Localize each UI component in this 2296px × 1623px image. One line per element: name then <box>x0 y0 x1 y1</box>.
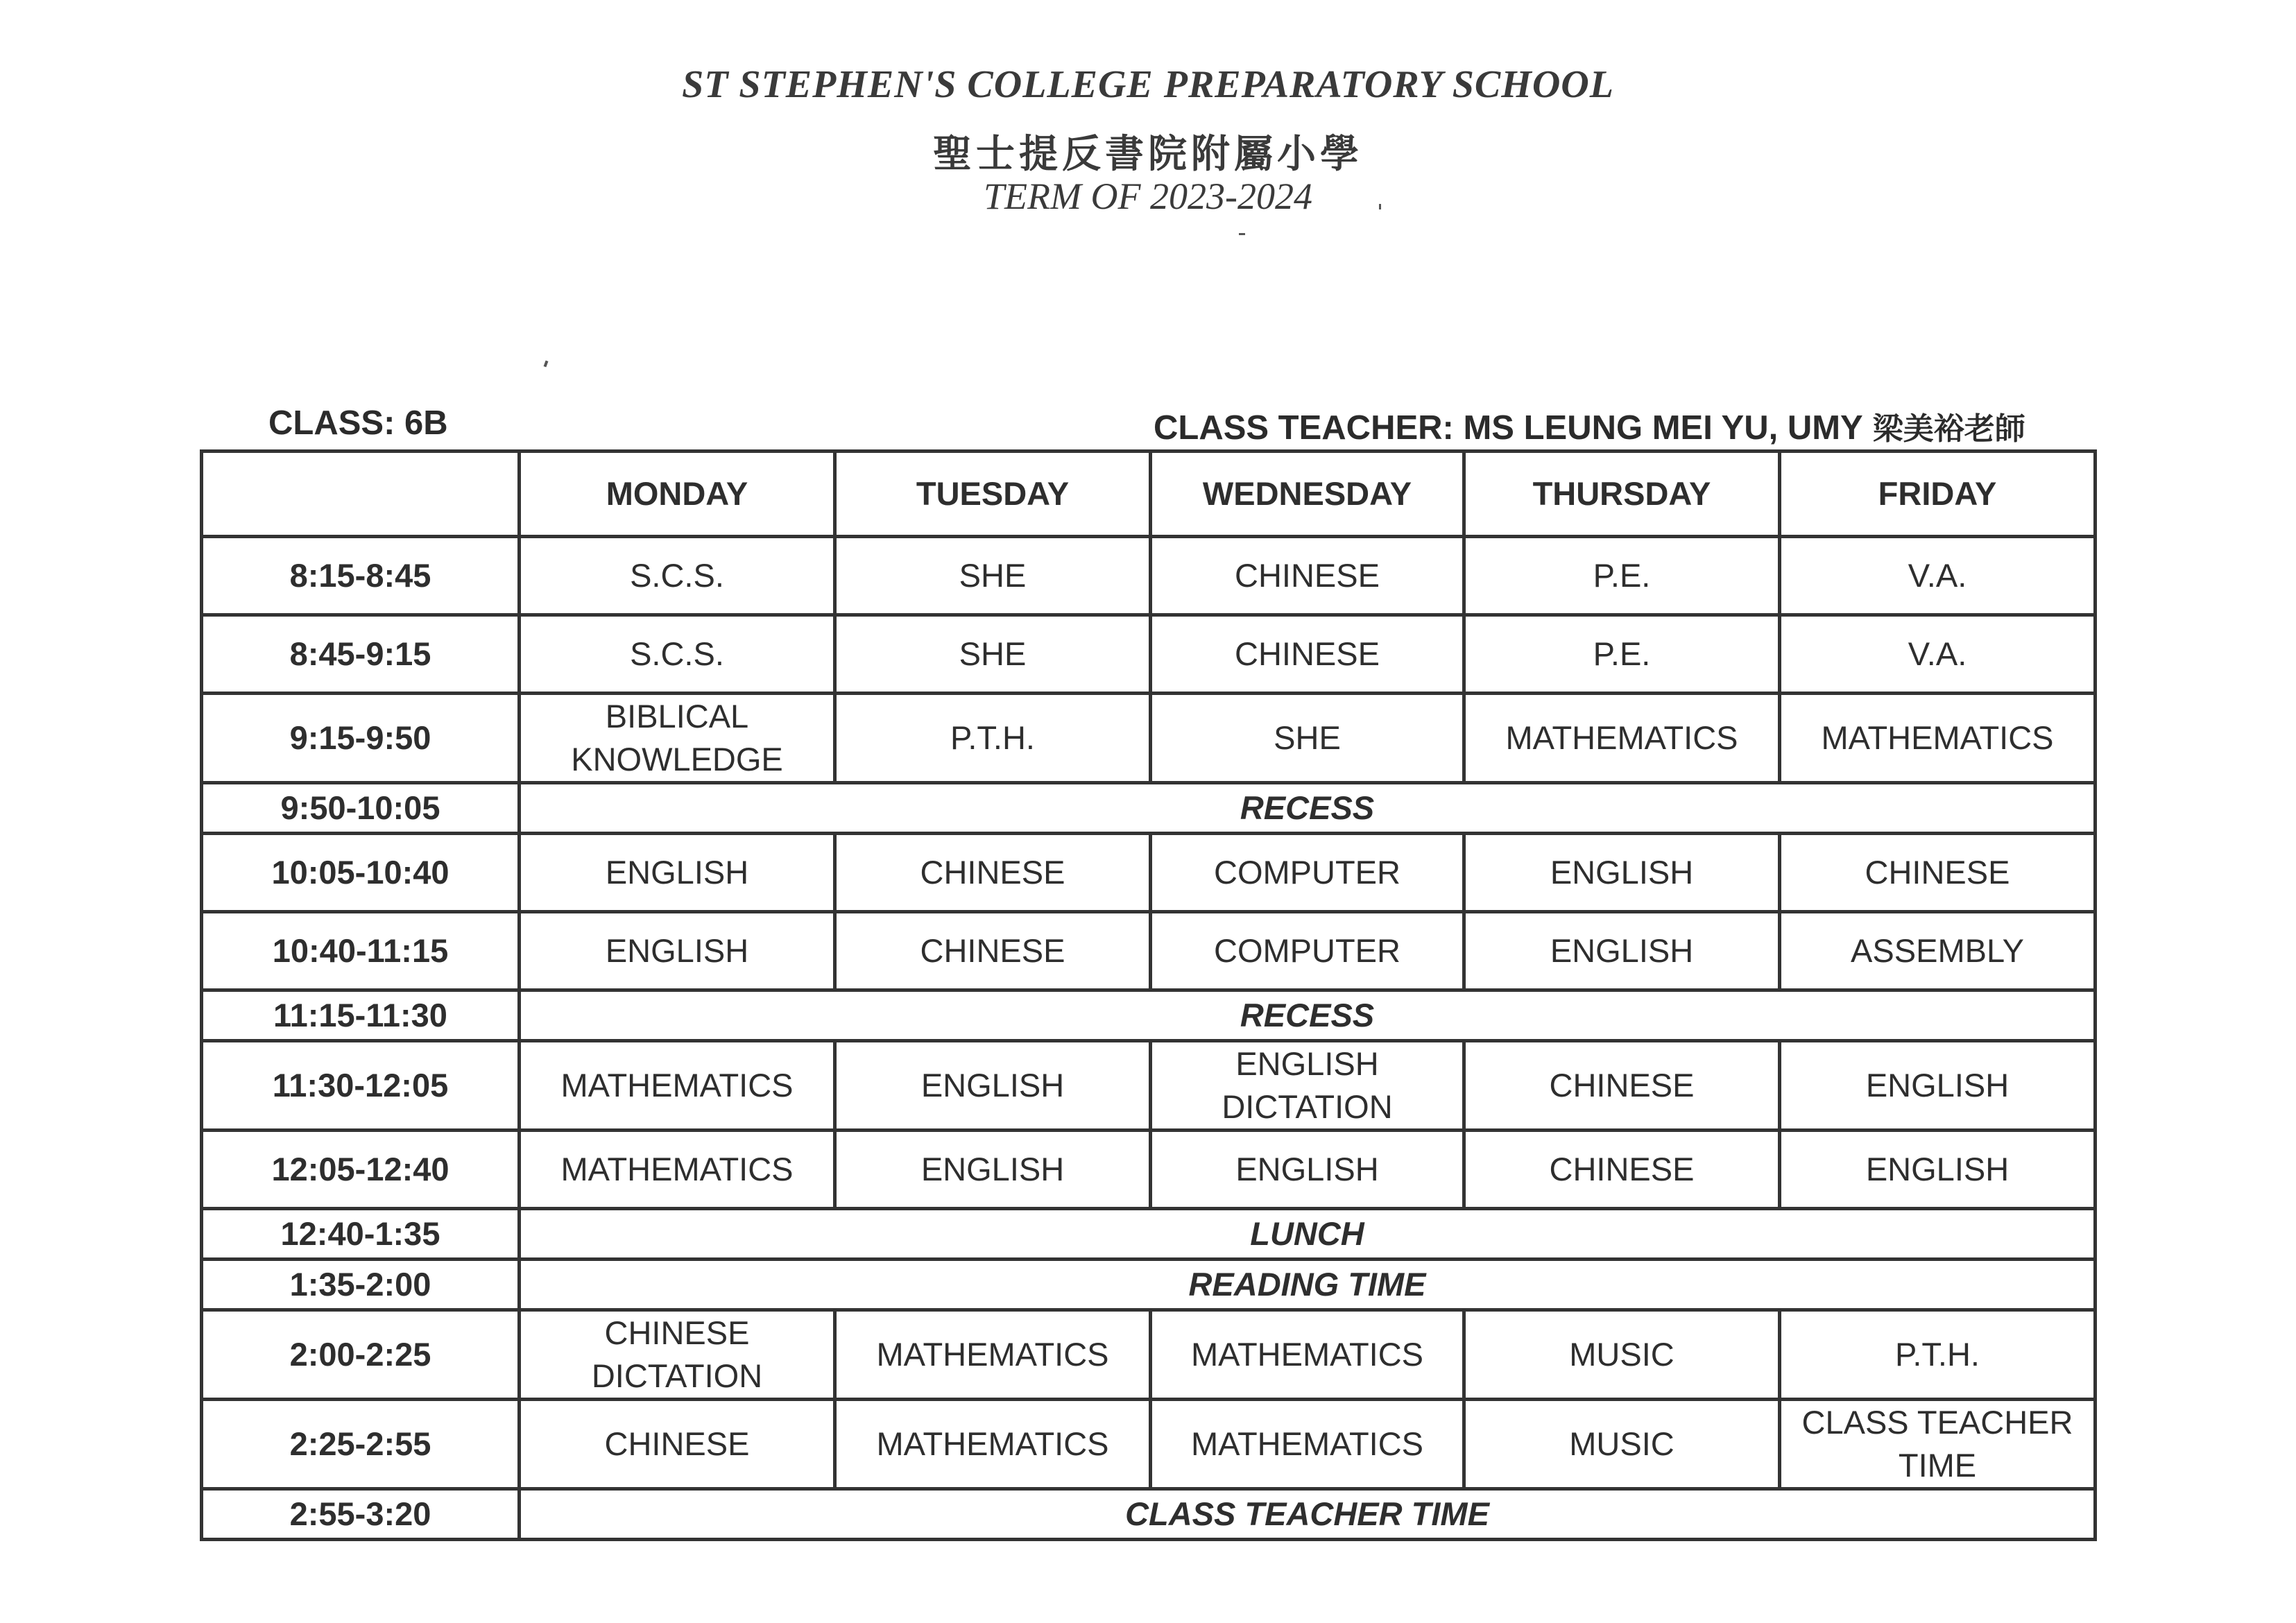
school-name-chinese: 聖士提反書院附屬小學 <box>933 131 1363 177</box>
subject-cell-thursday: CHINESE <box>1464 1041 1780 1131</box>
subject-cell-thursday: MATHEMATICS <box>1464 694 1780 783</box>
subject-cell-friday: CHINESE <box>1780 834 2096 912</box>
subject-cell-tuesday: ENGLISH <box>835 1041 1151 1131</box>
subject-cell-wednesday: COMPUTER <box>1151 834 1464 912</box>
period-time: 9:15-9:50 <box>202 694 520 783</box>
subject-cell-thursday: P.E. <box>1464 615 1780 694</box>
lesson-row <box>202 912 2096 990</box>
timetable <box>200 449 2097 1541</box>
class-label: CLASS: 6B <box>268 404 448 442</box>
period-time: 2:25-2:55 <box>202 1400 520 1489</box>
subject-cell-tuesday: CHINESE <box>835 912 1151 990</box>
subject-cell-tuesday: MATHEMATICS <box>835 1310 1151 1400</box>
term-title: TERM OF 2023-2024 <box>984 175 1312 217</box>
subject-cell-friday: ENGLISH <box>1780 1041 2096 1131</box>
subject-cell-thursday: MUSIC <box>1464 1400 1780 1489</box>
period-time: 8:15-8:45 <box>202 537 520 615</box>
period-time: 10:40-11:15 <box>202 912 520 990</box>
subject-cell-monday: CHINESE DICTATION <box>520 1310 835 1400</box>
period-time: 2:55-3:20 <box>202 1489 520 1540</box>
break-label: CLASS TEACHER TIME <box>520 1489 2096 1540</box>
scan-speck <box>1239 233 1245 235</box>
break-row <box>202 1489 2096 1540</box>
lesson-row <box>202 537 2096 615</box>
subject-cell-tuesday: CHINESE <box>835 834 1151 912</box>
subject-cell-monday: BIBLICAL KNOWLEDGE <box>520 694 835 783</box>
subject-cell-monday: MATHEMATICS <box>520 1131 835 1209</box>
subject-cell-friday: V.A. <box>1780 537 2096 615</box>
break-label: LUNCH <box>520 1209 2096 1260</box>
period-time: 1:35-2:00 <box>202 1260 520 1310</box>
day-header-tuesday: TUESDAY <box>835 452 1151 537</box>
subject-cell-thursday: MUSIC <box>1464 1310 1780 1400</box>
break-label: READING TIME <box>520 1260 2096 1310</box>
day-header-monday: MONDAY <box>520 452 835 537</box>
day-header-friday: FRIDAY <box>1780 452 2096 537</box>
subject-cell-tuesday: SHE <box>835 537 1151 615</box>
class-teacher-name: MS LEUNG MEI YU, UMY <box>1463 409 1863 447</box>
time-column-header <box>202 452 520 537</box>
period-time: 12:05-12:40 <box>202 1131 520 1209</box>
period-time: 2:00-2:25 <box>202 1310 520 1400</box>
period-time: 8:45-9:15 <box>202 615 520 694</box>
subject-cell-monday: MATHEMATICS <box>520 1041 835 1131</box>
subject-cell-friday: P.T.H. <box>1780 1310 2096 1400</box>
day-header-wednesday: WEDNESDAY <box>1151 452 1464 537</box>
subject-cell-monday: ENGLISH <box>520 834 835 912</box>
scan-speck <box>1379 204 1381 209</box>
subject-cell-monday: ENGLISH <box>520 912 835 990</box>
subject-cell-thursday: P.E. <box>1464 537 1780 615</box>
subject-cell-wednesday: SHE <box>1151 694 1464 783</box>
lesson-row <box>202 615 2096 694</box>
subject-cell-monday: S.C.S. <box>520 537 835 615</box>
lesson-row <box>202 694 2096 783</box>
subject-cell-wednesday: MATHEMATICS <box>1151 1310 1464 1400</box>
break-row <box>202 1260 2096 1310</box>
class-teacher-name-chinese: 梁美裕老師 <box>1872 411 2025 447</box>
lesson-row <box>202 834 2096 912</box>
lesson-row <box>202 1041 2096 1131</box>
subject-cell-friday: ASSEMBLY <box>1780 912 2096 990</box>
scan-speck <box>544 361 549 368</box>
class-teacher <box>1154 404 2025 448</box>
subject-cell-wednesday: CHINESE <box>1151 615 1464 694</box>
lesson-row <box>202 1131 2096 1209</box>
subject-cell-wednesday: MATHEMATICS <box>1151 1400 1464 1489</box>
subject-cell-friday: ENGLISH <box>1780 1131 2096 1209</box>
subject-cell-wednesday: CHINESE <box>1151 537 1464 615</box>
subject-cell-thursday: ENGLISH <box>1464 912 1780 990</box>
break-row <box>202 783 2096 834</box>
period-time: 11:15-11:30 <box>202 990 520 1041</box>
day-header-thursday: THURSDAY <box>1464 452 1780 537</box>
break-label: RECESS <box>520 783 2096 834</box>
period-time: 10:05-10:40 <box>202 834 520 912</box>
school-name: ST STEPHEN'S COLLEGE PREPARATORY SCHOOL <box>682 63 1614 106</box>
subject-cell-monday: CHINESE <box>520 1400 835 1489</box>
subject-cell-thursday: ENGLISH <box>1464 834 1780 912</box>
subject-cell-friday: V.A. <box>1780 615 2096 694</box>
timetable-body <box>202 537 2096 1540</box>
subject-cell-friday: MATHEMATICS <box>1780 694 2096 783</box>
subject-cell-tuesday: SHE <box>835 615 1151 694</box>
subject-cell-tuesday: ENGLISH <box>835 1131 1151 1209</box>
subject-cell-monday: S.C.S. <box>520 615 835 694</box>
subject-cell-thursday: CHINESE <box>1464 1131 1780 1209</box>
subject-cell-wednesday: COMPUTER <box>1151 912 1464 990</box>
lesson-row <box>202 1400 2096 1489</box>
class-teacher-label: CLASS TEACHER: <box>1154 409 1454 447</box>
subject-cell-friday: CLASS TEACHER TIME <box>1780 1400 2096 1489</box>
period-time: 9:50-10:05 <box>202 783 520 834</box>
subject-cell-wednesday: ENGLISH <box>1151 1131 1464 1209</box>
break-label: RECESS <box>520 990 2096 1041</box>
period-time: 11:30-12:05 <box>202 1041 520 1131</box>
lesson-row <box>202 1310 2096 1400</box>
subject-cell-wednesday: ENGLISH DICTATION <box>1151 1041 1464 1131</box>
subject-cell-tuesday: P.T.H. <box>835 694 1151 783</box>
subject-cell-tuesday: MATHEMATICS <box>835 1400 1151 1489</box>
break-row <box>202 1209 2096 1260</box>
break-row <box>202 990 2096 1041</box>
period-time: 12:40-1:35 <box>202 1209 520 1260</box>
timetable-header-row <box>202 452 2096 537</box>
